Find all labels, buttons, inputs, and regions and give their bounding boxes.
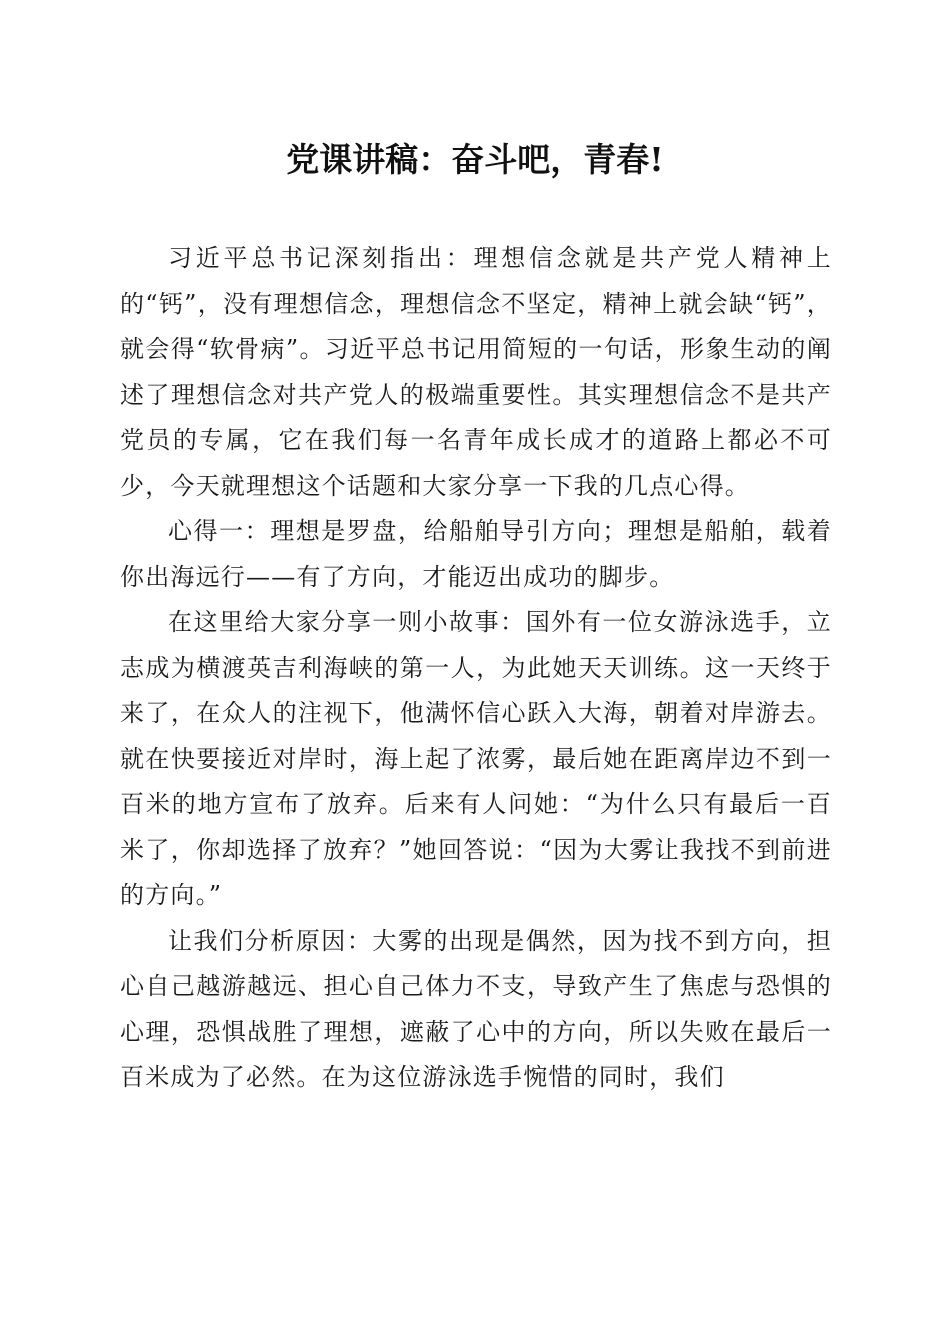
paragraph-story: 在这里给大家分享一则小故事：国外有一位女游泳选手，立志成为横渡英吉利海峡的第一人，为此她天天训练。这一天终于来了，在众人的注视下，他满怀信心跃入大海，朝着对岸游去。就在快要接近对岸时，海上起了浓雾，最后她在距离岸边不到一百米的地方宣布了放弃。后来有人问她：“为什么只有最后一百米了，你却选择了放弃？”她回答说：“因为大雾让我找不到前进的方向。”	[120, 608, 832, 909]
page-title: 党课讲稿：奋斗吧，青春!	[286, 140, 664, 179]
paragraph-insight-one: 心得一：理想是罗盘，给船舶导引方向；理想是船舶，载着你出海远行——有了方向，才能迈出成功的脚步。	[120, 517, 832, 591]
document-body	[120, 236, 832, 1101]
paragraph-intro: 习近平总书记深刻指出：理想信念就是共产党人精神上的“钙”，没有理想信念，理想信念不坚定，精神上就会缺“钙”，就会得“软骨病”。习近平总书记用简短的一句话，形象生动的阐述了理想信念对共产党人的极端重要性。其实理想信念不是共产党员的专属，它在我们每一名青年成长成才的道路上都必不可少，今天就理想这个话题和大家分享一下我的几点心得。	[120, 244, 832, 500]
paragraph-analysis: 让我们分析原因：大雾的出现是偶然，因为找不到方向，担心自己越游越远、担心自己体力不支，导致产生了焦虑与恐惧的心理，恐惧战胜了理想，遮蔽了心中的方向，所以失败在最后一百米成为了必然。在为这位游泳选手惋惜的同时，我们	[120, 926, 832, 1091]
